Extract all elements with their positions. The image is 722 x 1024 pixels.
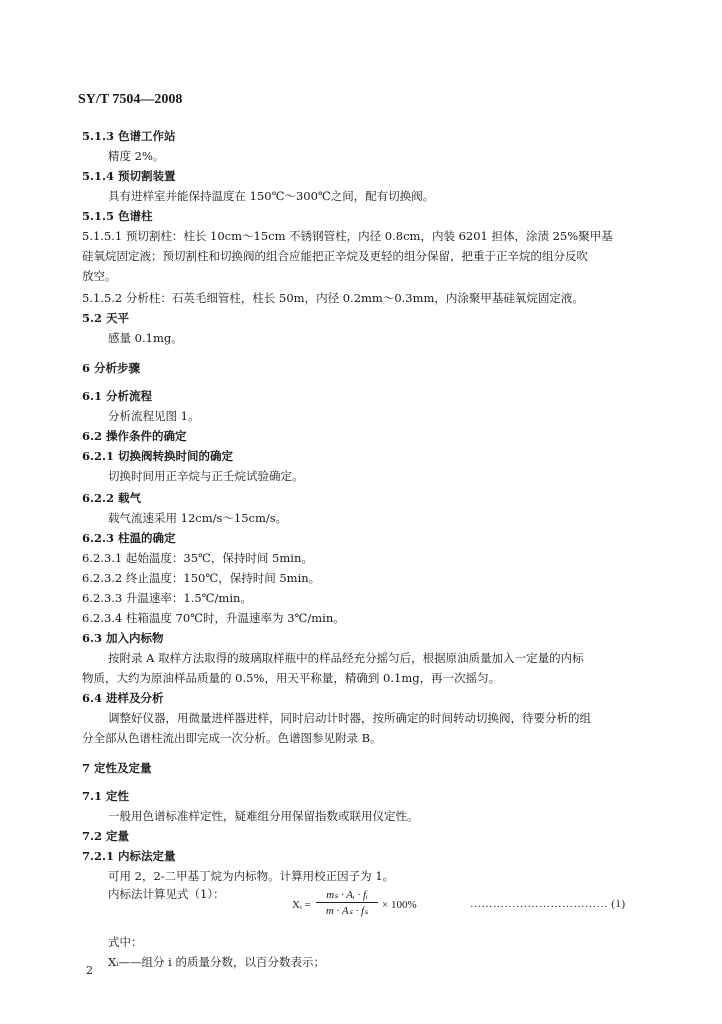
equation-number: ……………………………… (1) <box>470 898 626 910</box>
text-line: 5.1.5.2 分析柱：石英毛细管柱，柱长 50m，内径 0.2mm～0.3mm，内涂聚甲基硅氧烷固定液。 <box>82 291 584 305</box>
text-line: 按附录 A 取样方法取得的玻璃取样瓶中的样品经充分摇匀后，根据原油质量加入一定量的内标 <box>108 651 584 665</box>
section-heading: 6.2.1 切换阀转换时间的确定 <box>82 449 234 463</box>
section-heading: 6.2.2 载气 <box>82 491 142 505</box>
text-line: 调整好仪器，用微量进样器进样，同时启动计时器，按所确定的时间转动切换阀，待要分析的组 <box>108 711 591 725</box>
text-line: 感量 0.1mg。 <box>108 331 183 345</box>
section-heading: 5.1.5 色谱柱 <box>82 209 153 223</box>
text-line: 6.2.3.3 升温速率：1.5℃/min。 <box>82 591 252 605</box>
text-line: 分析流程见图 1。 <box>108 409 200 423</box>
section-heading: 7.2.1 内标法定量 <box>82 849 176 863</box>
section-heading: 6.1 分析流程 <box>82 389 153 403</box>
page-number: 2 <box>86 964 93 977</box>
text-line: 载气流速采用 12cm/s～15cm/s。 <box>108 511 288 525</box>
text-line: 6.2.3.1 起始温度：35℃，保持时间 5min。 <box>82 551 313 565</box>
text-line: 具有进样室并能保持温度在 150℃～300℃之间，配有切换阀。 <box>108 189 435 203</box>
section-heading: 5.2 天平 <box>82 311 130 325</box>
formula-denominator: m · Aₛ · fₛ <box>325 905 369 917</box>
standard-code-header: SY/T 7504—2008 <box>78 92 183 107</box>
formula-lhs: Xᵢ = <box>292 899 311 911</box>
text-line: 式中： <box>108 935 143 949</box>
text-line: 精度 2%。 <box>108 149 165 163</box>
text-line: 6.2.3.2 终止温度：150℃，保持时间 5min。 <box>82 571 321 585</box>
text-line: 可用 2，2-二甲基丁烷为内标物。计算用校正因子为 1。 <box>108 869 395 883</box>
section-heading: 6.3 加入内标物 <box>82 631 164 645</box>
text-line: 硅氧烷固定液；预切割柱和切换阀的组合应能把正辛烷及更轻的组分保留，把重于正辛烷的组分反吹 <box>82 249 588 263</box>
section-heading: 7.1 定性 <box>82 789 130 803</box>
section-heading: 5.1.3 色谱工作站 <box>82 129 176 143</box>
formula-numerator: mₛ · Aᵢ · fᵢ <box>316 888 378 903</box>
formula-multiplier: × 100% <box>382 899 417 911</box>
text-line: 物质，大约为原油样品质量的 0.5%，用天平称量，精确到 0.1mg，再一次摇匀。 <box>82 671 501 685</box>
text-line: 内标法计算见式（1）： <box>108 887 225 901</box>
section-heading: 7.2 定量 <box>82 829 130 843</box>
text-line: 6.2.3.4 柱箱温度 70℃时，升温速率为 3℃/min。 <box>82 611 345 625</box>
text-line: 切换时间用正辛烷与正壬烷试验确定。 <box>108 469 304 483</box>
section-heading: 6.2 操作条件的确定 <box>82 429 187 443</box>
text-line: 放空。 <box>82 269 117 283</box>
section-heading: 6.4 进样及分析 <box>82 691 164 705</box>
text-line: 一般用色谱标准样定性，疑难组分用保留指数或联用仪定性。 <box>108 809 419 823</box>
formula-1 <box>292 888 462 924</box>
section-heading: 5.1.4 预切割装置 <box>82 169 176 183</box>
section-heading: 6.2.3 柱温的确定 <box>82 531 176 545</box>
formula-fraction <box>316 888 378 917</box>
text-line: 分全部从色谱柱流出即完成一次分析。色谱图参见附录 B。 <box>82 731 382 745</box>
text-line: 5.1.5.1 预切割柱：柱长 10cm～15cm 不锈钢管柱，内径 0.8cm，内装 6201 担体，涂渍 25%聚甲基 <box>82 229 613 243</box>
section-heading: 7 定性及定量 <box>82 761 152 775</box>
text-line: Xᵢ——组分 i 的质量分数，以百分数表示； <box>108 955 325 969</box>
section-heading: 6 分析步骤 <box>82 361 141 375</box>
